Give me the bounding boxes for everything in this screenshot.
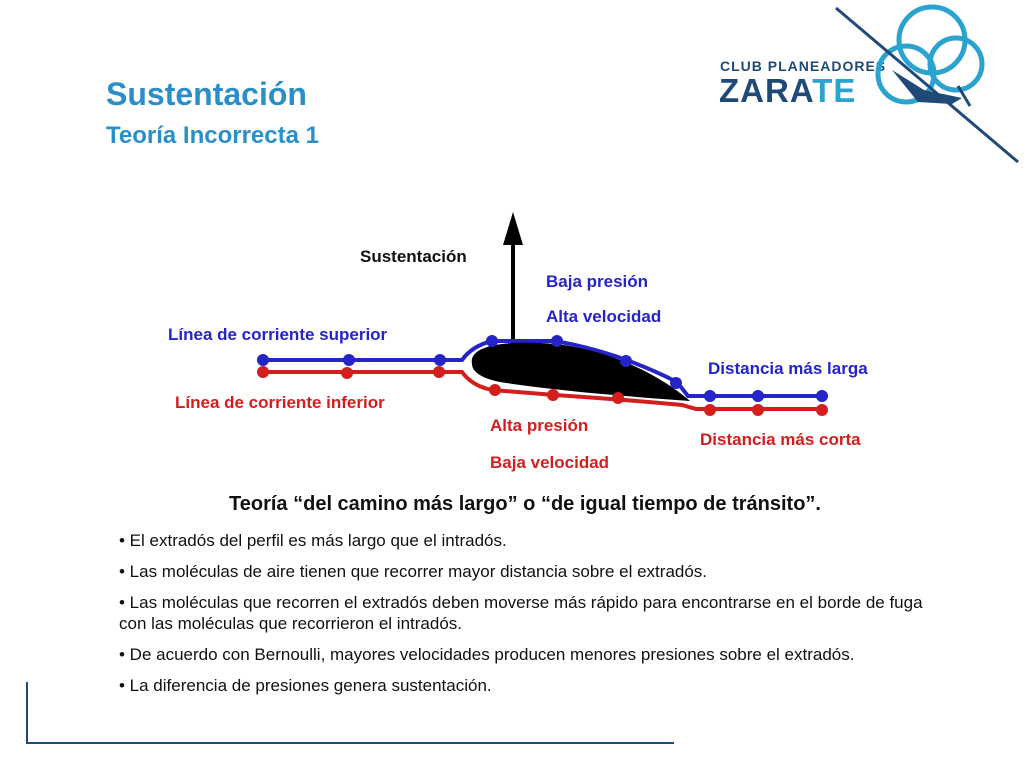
frame-line-bottom (26, 742, 674, 744)
bottom-velocity-label: Baja velocidad (490, 453, 610, 472)
frame-line-left (26, 682, 28, 744)
slide-subtitle: Teoría Incorrecta 1 (106, 122, 319, 149)
logo-zarate-part2: TE (812, 72, 857, 109)
top-pressure-label: Baja presión (546, 272, 649, 291)
longer-distance-label: Distancia más larga (708, 359, 868, 378)
lower-line-label: Línea de corriente inferior (175, 393, 385, 412)
theory-heading: Teoría “del camino más largo” o “de igual tiempo de tránsito”. (229, 493, 821, 515)
bottom-pressure-label: Alta presión (490, 416, 589, 435)
top-velocity-label: Alta velocidad (546, 307, 662, 326)
logo-zarate-part1: ZARA (719, 72, 813, 109)
lift-arrowhead-icon (503, 212, 523, 245)
glider-logo-icon (820, 0, 1024, 170)
bullet-item: • El extradós del perfil es más largo que el intradós. (119, 531, 507, 550)
bullet-item: • Las moléculas que recorren el extradós deben moverse más rápido para encontrarse en el borde de fuga con las moléculas que recorrieron el intradós. (119, 593, 923, 633)
bullet-list (119, 530, 939, 706)
shorter-distance-label: Distancia más corta (700, 430, 861, 449)
bullet-item: • Las moléculas de aire tienen que recorrer mayor distancia sobre el extradós. (119, 562, 708, 581)
upper-line-label: Línea de corriente superior (168, 325, 388, 344)
slide-title: Sustentación (106, 76, 307, 112)
bullet-item: • De acuerdo con Bernoulli, mayores velocidades producen menores presiones sobre el extradós. (119, 645, 855, 664)
lift-label: Sustentación (360, 247, 467, 266)
logo-club-text: CLUB PLANEADORES (720, 58, 887, 74)
bullet-item: • La diferencia de presiones genera sustentación. (119, 676, 492, 695)
